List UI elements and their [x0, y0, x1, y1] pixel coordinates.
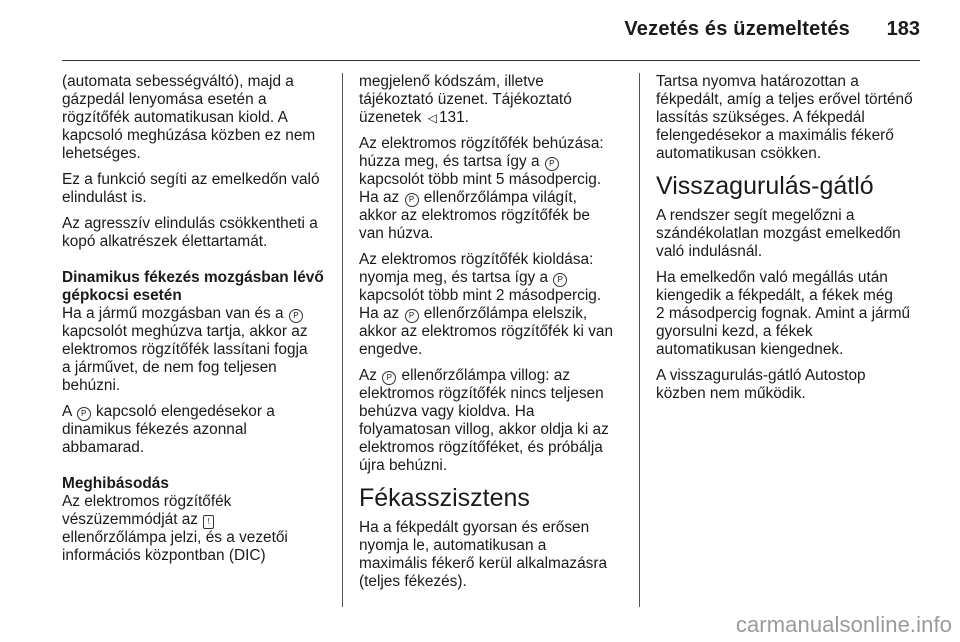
- text-run: ellenőrzőlámpa világít,: [423, 189, 577, 206]
- text-line: Az elektromos rögzítőfék: [62, 493, 232, 510]
- text-line: gyorsulni kezd, a fékek: [656, 323, 813, 340]
- text-line: Ez a funkció segíti az emelkedőn való: [62, 171, 320, 188]
- text-line: akkor az elektromos rögzítőfék ki van: [359, 323, 614, 340]
- text-line: (teljes fékezés).: [359, 573, 467, 590]
- text-line: A visszagurulás-gátló Autostop: [656, 367, 866, 384]
- text-run: kapcsoló elengedésekor a: [95, 403, 275, 420]
- column-1: [62, 73, 334, 573]
- page-header-title: Vezetés és üzemeltetés: [624, 18, 850, 40]
- watermark: carmanualsonline.info: [735, 612, 952, 637]
- text-line: információs központban (DIC): [62, 547, 266, 564]
- text-line: 2 másodpercig fognak. Amint a jármű: [656, 305, 911, 322]
- text-run: Ha az: [359, 305, 400, 322]
- page-reference-link[interactable]: 131.: [438, 109, 469, 126]
- column-divider-1: [342, 73, 343, 607]
- parking-brake-icon: P: [405, 193, 419, 207]
- text-line: folyamatosan villog, akkor oldja ki az: [359, 421, 609, 438]
- text-line: lehetséges.: [62, 145, 141, 162]
- page-reference-arrow-icon: ◁: [427, 111, 437, 125]
- text-line: Ha a fékpedált gyorsan és erősen: [359, 519, 590, 536]
- text-line: újra behúzni.: [359, 457, 448, 474]
- text-run: Az: [359, 367, 377, 384]
- text-run: nyomja meg, és tartsa így a: [359, 269, 549, 286]
- text-line: [359, 367, 625, 385]
- paragraph: [62, 73, 334, 163]
- header-rule: [62, 60, 920, 61]
- text-line: akkor az elektromos rögzítőfék be: [359, 207, 590, 224]
- text-line: [359, 153, 625, 171]
- text-line: való indulásnál.: [656, 243, 763, 260]
- heading-hill-start-assist: Visszagurulás-gátló: [656, 172, 874, 200]
- text-line: lassítás szükséges. A fékpedál: [656, 109, 865, 126]
- text-line: a járművet, de nem fog teljesen: [62, 359, 277, 376]
- text-line: behúzva vagy kioldva. Ha: [359, 403, 535, 420]
- text-line: [359, 109, 625, 127]
- text-line: gázpedál lenyomása esetén a: [62, 91, 267, 108]
- text-run: ellenőrzőlámpa villog: az: [401, 367, 571, 384]
- subheading-dynamic-braking: [62, 269, 334, 305]
- parking-brake-icon: P: [405, 309, 419, 323]
- text-line: felengedésekor a maximális fékerő: [656, 127, 894, 144]
- text-line: kapcsoló meghúzása közben ez nem: [62, 127, 316, 144]
- text-line: dinamikus fékezés azonnal: [62, 421, 247, 438]
- text-line: [359, 189, 625, 207]
- text-line: kiengedik a fékpedált, a fékek még: [656, 287, 893, 304]
- text-line: nyomja le, automatikusan a: [359, 537, 547, 554]
- text-run: húzza meg, és tartsa így a: [359, 153, 540, 170]
- column-divider-2: [639, 73, 640, 607]
- text-line: Az agresszív elindulás csökkentheti a: [62, 215, 318, 232]
- paragraph: [656, 207, 926, 261]
- paragraph: [359, 519, 625, 591]
- parking-brake-icon: P: [553, 273, 567, 287]
- text-line: Dinamikus fékezés mozgásban lévő: [62, 269, 324, 286]
- text-line: fékpedált, amíg a teljes erővel történő: [656, 91, 913, 108]
- text-run: ellenőrzőlámpa elelszik,: [423, 305, 588, 322]
- text-line: rögzítőfék automatikusan kiold. A: [62, 109, 288, 126]
- text-line: van húzva.: [359, 225, 434, 242]
- paragraph: [62, 403, 334, 457]
- heading-brake-assist: Fékasszisztens: [359, 484, 530, 512]
- text-line: Az elektromos rögzítőfék kioldása:: [359, 251, 594, 268]
- text-line: elektromos rögzítőféket, és próbálja: [359, 439, 603, 456]
- paragraph: [62, 493, 334, 565]
- text-line: [359, 305, 625, 323]
- text-line: kopó alkatrészek élettartamát.: [62, 233, 268, 250]
- subheading-malfunction: [62, 475, 334, 493]
- text-line: [62, 511, 334, 529]
- paragraph: [359, 135, 625, 243]
- paragraph: [359, 367, 625, 475]
- text-line: elektromos rögzítőfék lassítani fogja: [62, 341, 308, 358]
- text-line: [359, 269, 625, 287]
- text-run: Ha a jármű mozgásban van és a: [62, 305, 284, 322]
- text-line: tájékoztató üzenet. Tájékoztató: [359, 91, 572, 108]
- page-number: 183: [886, 18, 920, 40]
- column-2: [359, 73, 625, 599]
- text-run: Ha az: [359, 189, 400, 206]
- text-run: vészüzemmódját az: [62, 511, 199, 528]
- text-run: A: [62, 403, 72, 420]
- text-line: engedve.: [359, 341, 423, 358]
- text-line: automatikusan kiengednek.: [656, 341, 844, 358]
- text-line: Meghibásodás: [62, 475, 169, 492]
- column-3: [656, 73, 926, 411]
- text-line: [62, 403, 334, 421]
- text-line: gépkocsi esetén: [62, 287, 182, 304]
- text-line: kapcsolót több mint 2 másodpercig.: [359, 287, 602, 304]
- warning-lamp-icon: !: [203, 515, 214, 529]
- text-line: A rendszer segít megelőzni a: [656, 207, 855, 224]
- text-line: automatikusan csökken.: [656, 145, 822, 162]
- paragraph: [656, 73, 926, 163]
- text-line: elindulást is.: [62, 189, 147, 206]
- parking-brake-icon: P: [382, 371, 396, 385]
- paragraph: [62, 305, 334, 395]
- text-line: ellenőrzőlámpa jelzi, és a vezetői: [62, 529, 288, 546]
- text-line: megjelenő kódszám, illetve: [359, 73, 544, 90]
- text-line: kapcsolót több mint 5 másodpercig.: [359, 171, 602, 188]
- text-line: Tartsa nyomva határozottan a: [656, 73, 859, 90]
- text-line: abbamarad.: [62, 439, 145, 456]
- text-line: (automata sebességváltó), majd a: [62, 73, 294, 90]
- text-run: üzenetek: [359, 109, 422, 126]
- text-line: kapcsolót meghúzva tartja, akkor az: [62, 323, 308, 340]
- text-line: közben nem működik.: [656, 385, 806, 402]
- paragraph: [359, 73, 625, 127]
- paragraph: [656, 367, 926, 403]
- text-line: maximális fékerő kerül alkalmazásra: [359, 555, 608, 572]
- text-line: Az elektromos rögzítőfék behúzása:: [359, 135, 604, 152]
- text-line: behúzni.: [62, 377, 121, 394]
- text-line: szándékolatlan mozgást emelkedőn: [656, 225, 901, 242]
- text-line: [62, 305, 334, 323]
- parking-brake-icon: P: [545, 157, 559, 171]
- paragraph: [656, 269, 926, 359]
- text-line: Ha emelkedőn való megállás után: [656, 269, 888, 286]
- text-line: elektromos rögzítőfék nincs teljesen: [359, 385, 604, 402]
- paragraph: [62, 171, 334, 207]
- paragraph: [359, 251, 625, 359]
- parking-brake-icon: P: [289, 309, 303, 323]
- parking-brake-icon: P: [77, 407, 91, 421]
- paragraph: [62, 215, 334, 251]
